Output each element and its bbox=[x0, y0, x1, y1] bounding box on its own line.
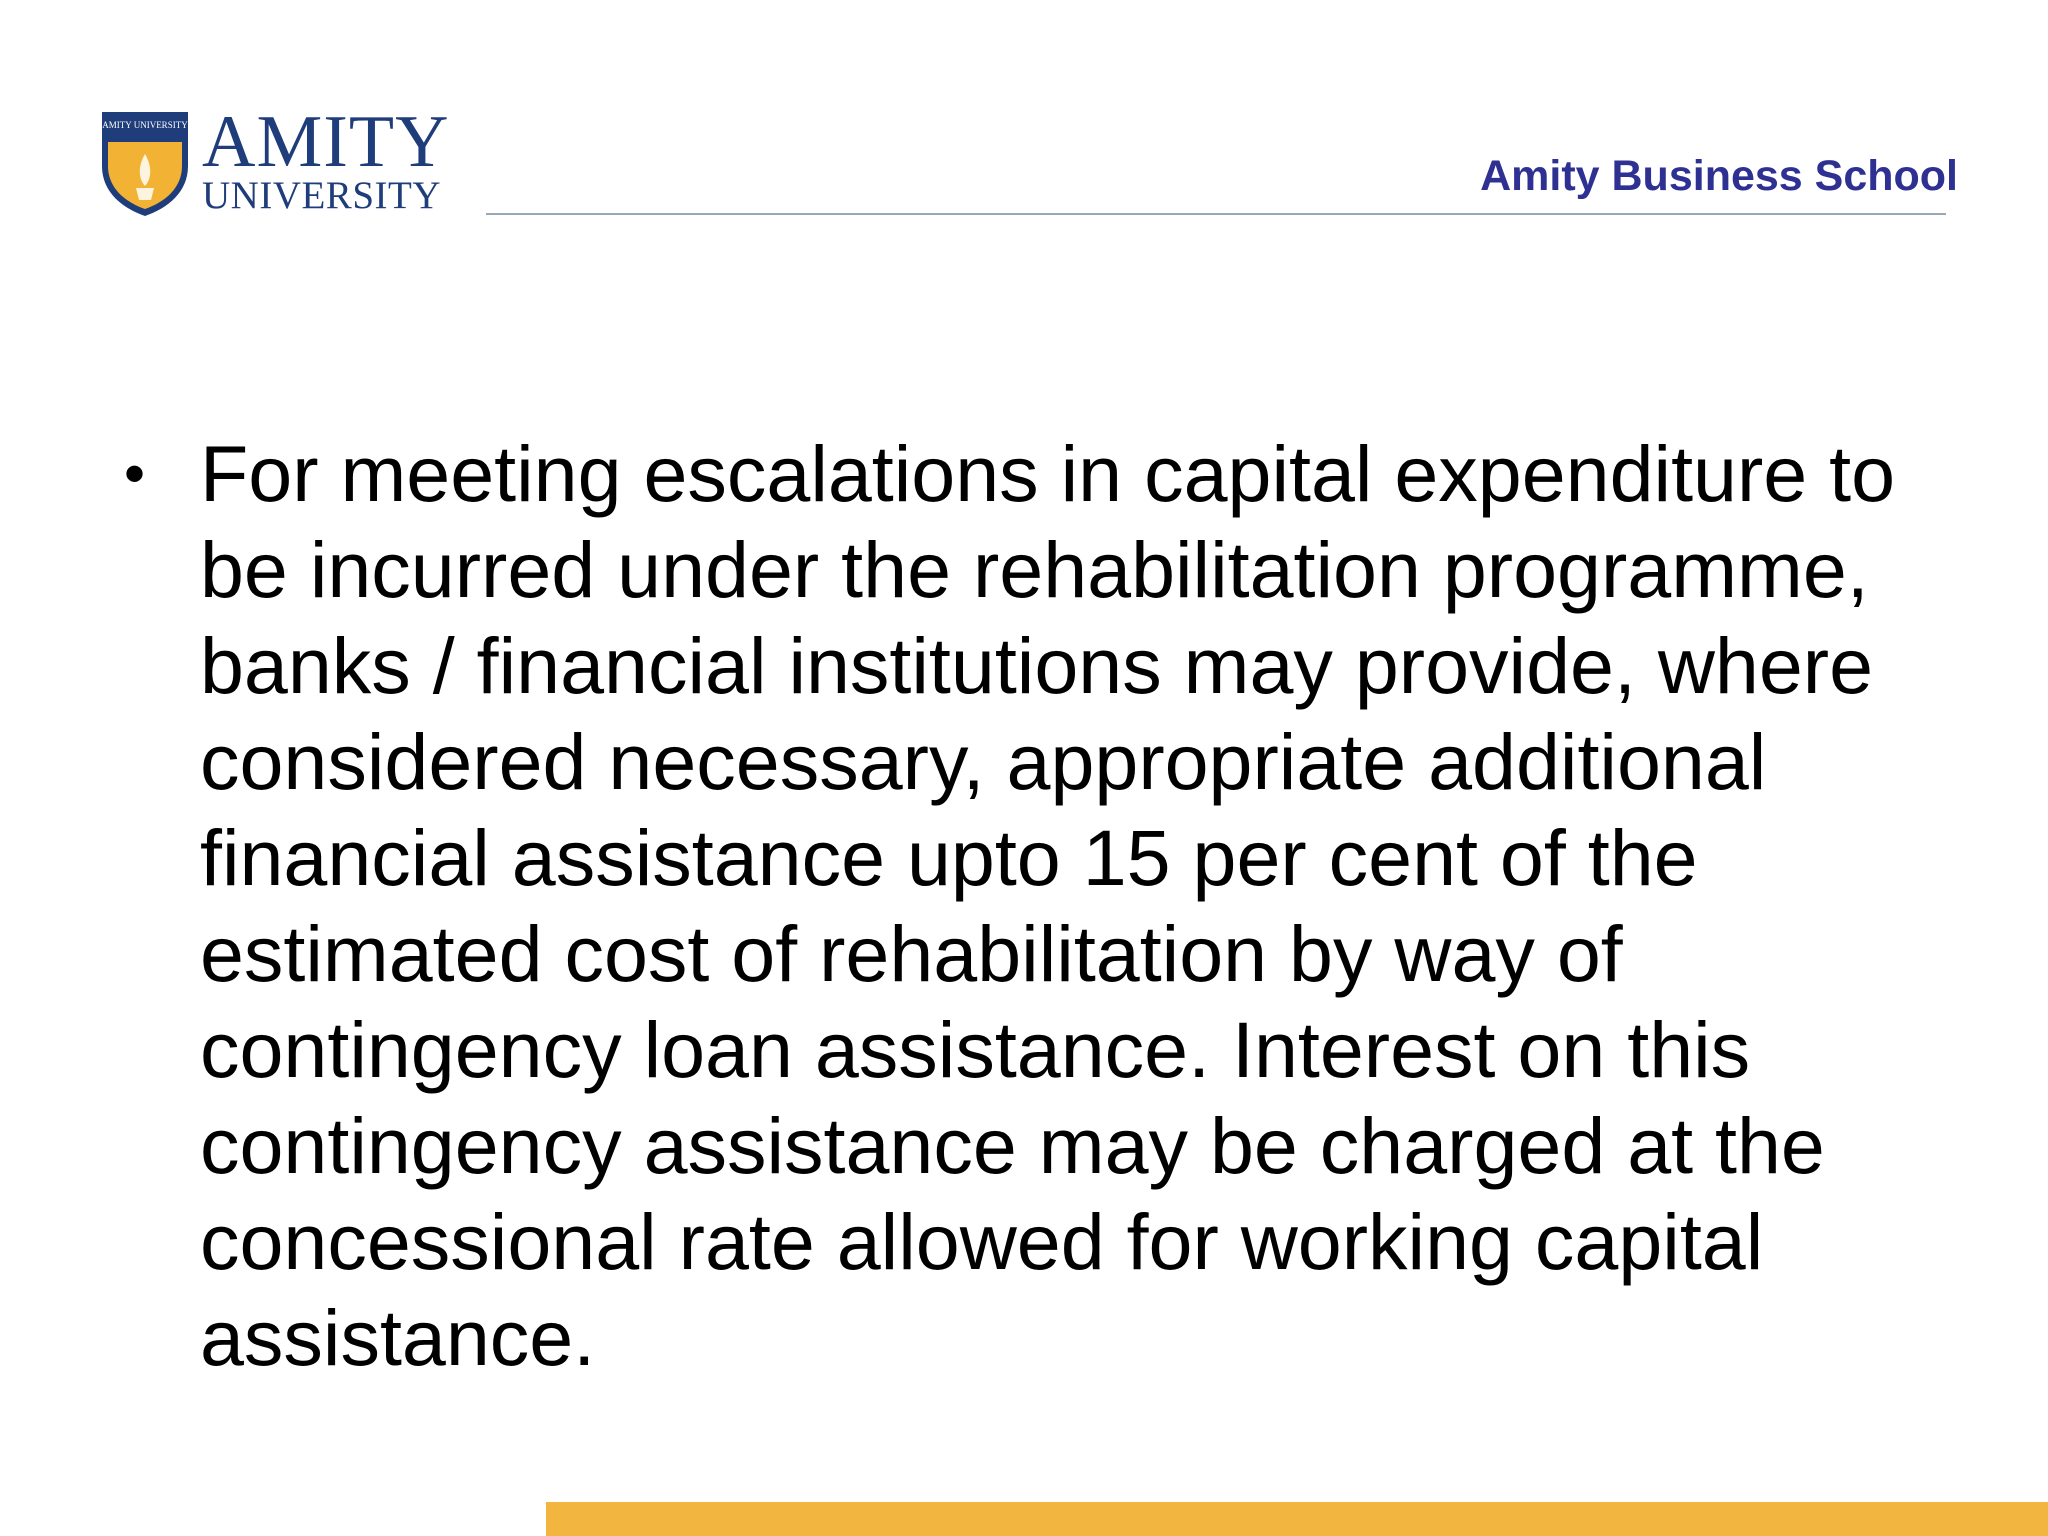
header-divider bbox=[486, 213, 1946, 215]
bullet-marker: • bbox=[124, 440, 146, 507]
bullet-item bbox=[118, 426, 1938, 1386]
header-title: Amity Business School bbox=[1480, 152, 1958, 200]
logo-subtitle: UNIVERSITY bbox=[202, 174, 441, 217]
logo-wordmark: AMITY bbox=[202, 101, 450, 183]
amity-shield-icon bbox=[98, 108, 192, 218]
slide-content bbox=[118, 426, 1938, 1386]
amity-university-logo bbox=[98, 101, 450, 220]
shield-label: AMITY UNIVERSITY bbox=[102, 120, 188, 130]
bullet-text: For meeting escalations in capital expenditure to be incurred under the rehabilitation programme, banks / financial institutions may provide, where considered necessary, appropriate additional financial assistance upto 15 per cent of the estimated cost of rehabilitation by way of contingency loan assistance. Interest on this contingency assistance may be charged at the concessional rate allowed for working capital assistance. bbox=[200, 429, 1896, 1382]
footer-accent-bar bbox=[546, 1502, 2048, 1536]
